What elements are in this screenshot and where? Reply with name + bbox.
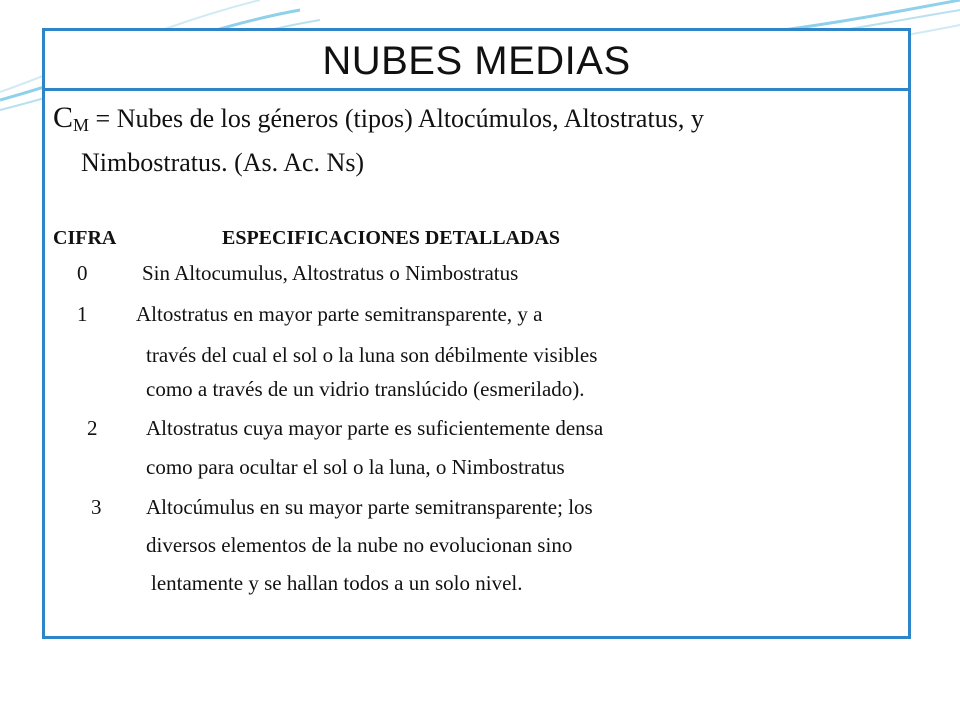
cifra-1: 1 [77,302,88,326]
cifra-3: 3 [91,495,102,519]
header-specifications: ESPECIFICACIONES DETALLADAS [222,227,561,249]
slide-frame [42,28,911,639]
cloud-symbol-subscript: M [73,115,90,135]
intro-line-2: Nimbostratus. (As. Ac. Ns) [81,148,365,177]
spec-1-line-2: través del cual el sol o la luna son débilmente visibles [146,343,598,367]
spec-3-line-3: lentamente y se hallan todos a un solo nivel. [151,571,523,595]
header-cifra: CIFRA [53,227,117,249]
cloud-symbol: C [53,101,74,134]
title-bar [45,31,908,91]
spec-3-line-1: Altocúmulus en su mayor parte semitransparente; los [146,495,593,519]
slide-title: NUBES MEDIAS [322,39,631,83]
cifra-2: 2 [87,416,98,440]
intro-paragraph [53,99,903,182]
cifra-0: 0 [77,261,88,285]
spec-1-line-3: como a través de un vidrio translúcido (esmerilado). [146,377,585,401]
spec-0-line-1: Sin Altocumulus, Altostratus o Nimbostratus [142,261,519,285]
spec-1-line-1: Altostratus en mayor parte semitransparente, y a [136,302,543,326]
spec-2-line-1: Altostratus cuya mayor parte es suficientemente densa [146,416,604,440]
spec-3-line-2: diversos elementos de la nube no evolucionan sino [146,533,573,557]
intro-line-1: = Nubes de los géneros (tipos) Altocúmulos, Altostratus, y [89,104,704,133]
spec-2-line-2: como para ocultar el sol o la luna, o Nimbostratus [146,455,565,479]
